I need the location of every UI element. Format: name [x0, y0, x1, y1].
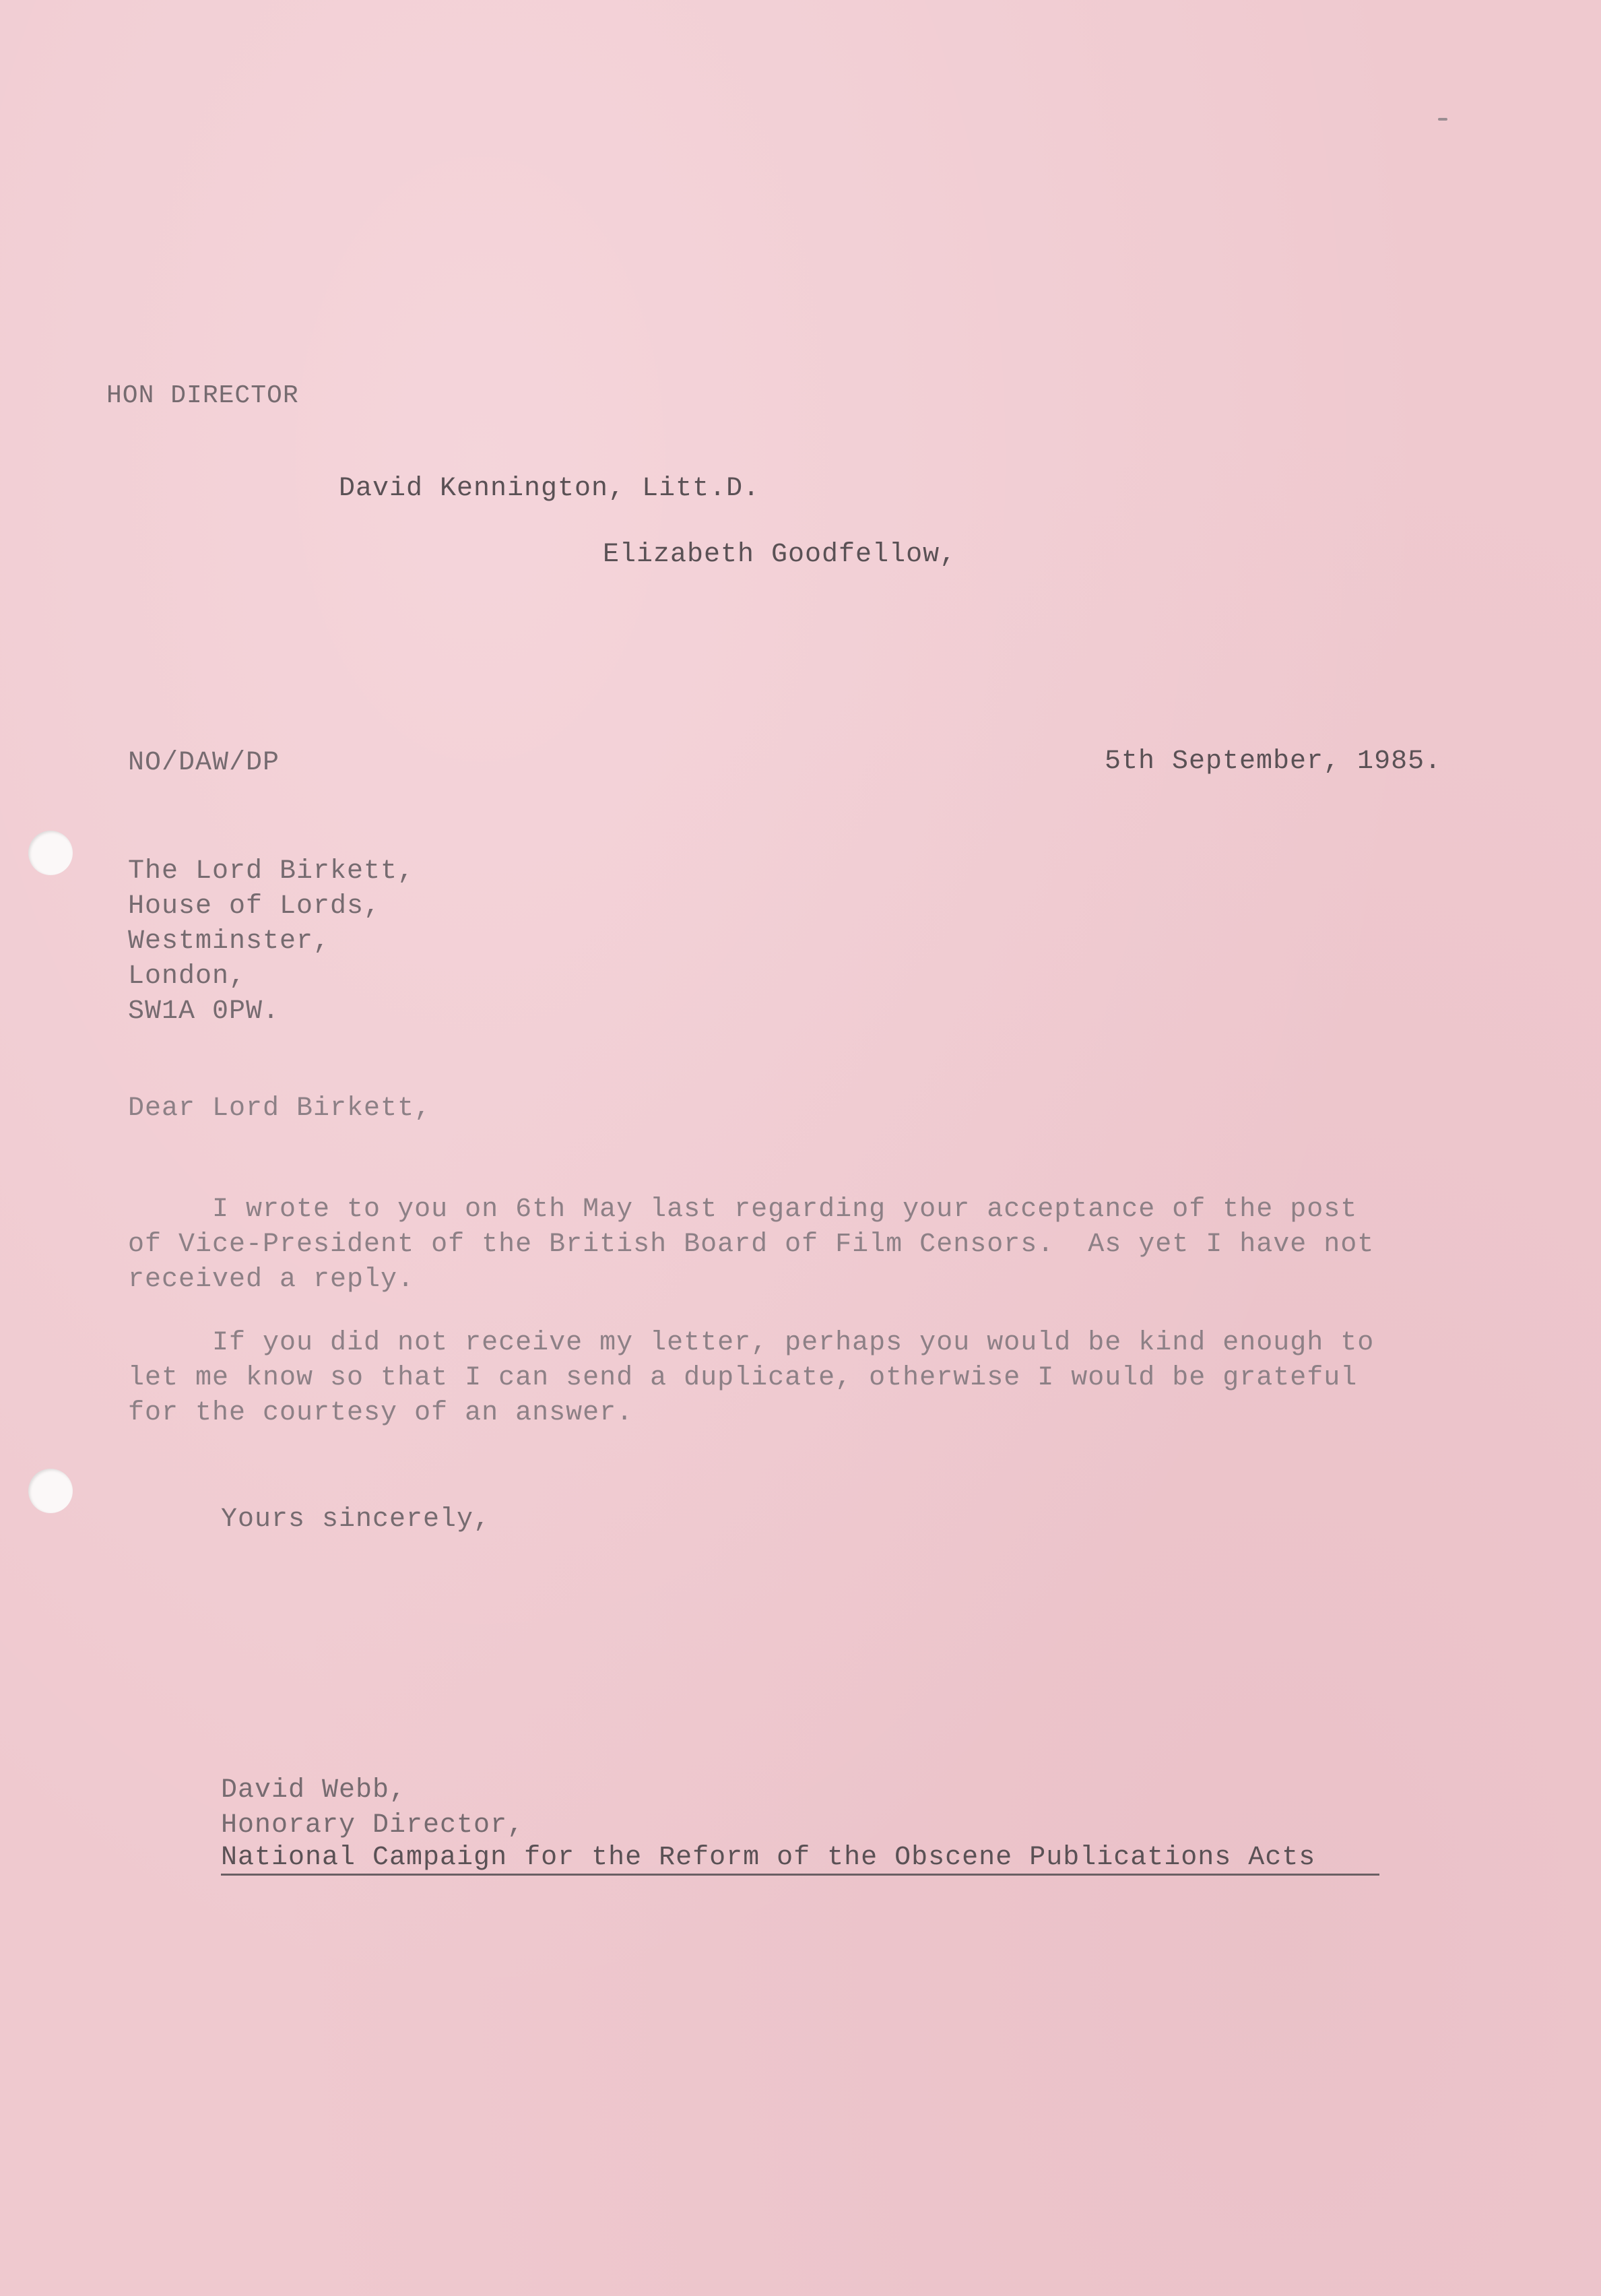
signatory-title: Honorary Director,: [221, 1810, 525, 1841]
header-name-1: David Kennington, Litt.D.: [339, 474, 760, 504]
organisation-underline: [221, 1874, 1379, 1876]
body-line: received a reply.: [128, 1265, 415, 1295]
recipient-line: London,: [128, 961, 247, 992]
letter-date: 5th September, 1985.: [1105, 746, 1442, 777]
body-line: If you did not receive my letter, perhaps you would be kind enough to: [128, 1328, 1375, 1358]
body-line: let me know so that I can send a duplicate, otherwise I would be grateful: [128, 1363, 1358, 1393]
signatory-name: David Webb,: [221, 1775, 407, 1806]
recipient-line: House of Lords,: [128, 891, 381, 922]
ink-speck: [1438, 118, 1447, 121]
punch-hole-top: [28, 831, 73, 875]
body-line: for the courtesy of an answer.: [128, 1398, 634, 1428]
recipient-line: The Lord Birkett,: [128, 856, 415, 887]
salutation: Dear Lord Birkett,: [128, 1093, 432, 1124]
body-line: I wrote to you on 6th May last regarding your acceptance of the post: [128, 1194, 1358, 1225]
hon-director-heading: HON DIRECTOR: [106, 381, 299, 410]
header-name-2: Elizabeth Goodfellow,: [603, 540, 957, 570]
recipient-line: Westminster,: [128, 926, 331, 957]
body-line: of Vice-President of the British Board of Film Censors. As yet I have not: [128, 1230, 1375, 1260]
reference-code: NO/DAW/DP: [128, 748, 280, 778]
organisation-name: National Campaign for the Reform of the Obscene Publications Acts: [221, 1843, 1316, 1873]
recipient-line: SW1A 0PW.: [128, 996, 280, 1027]
punch-hole-bottom: [28, 1469, 73, 1513]
closing: Yours sincerely,: [221, 1504, 491, 1535]
